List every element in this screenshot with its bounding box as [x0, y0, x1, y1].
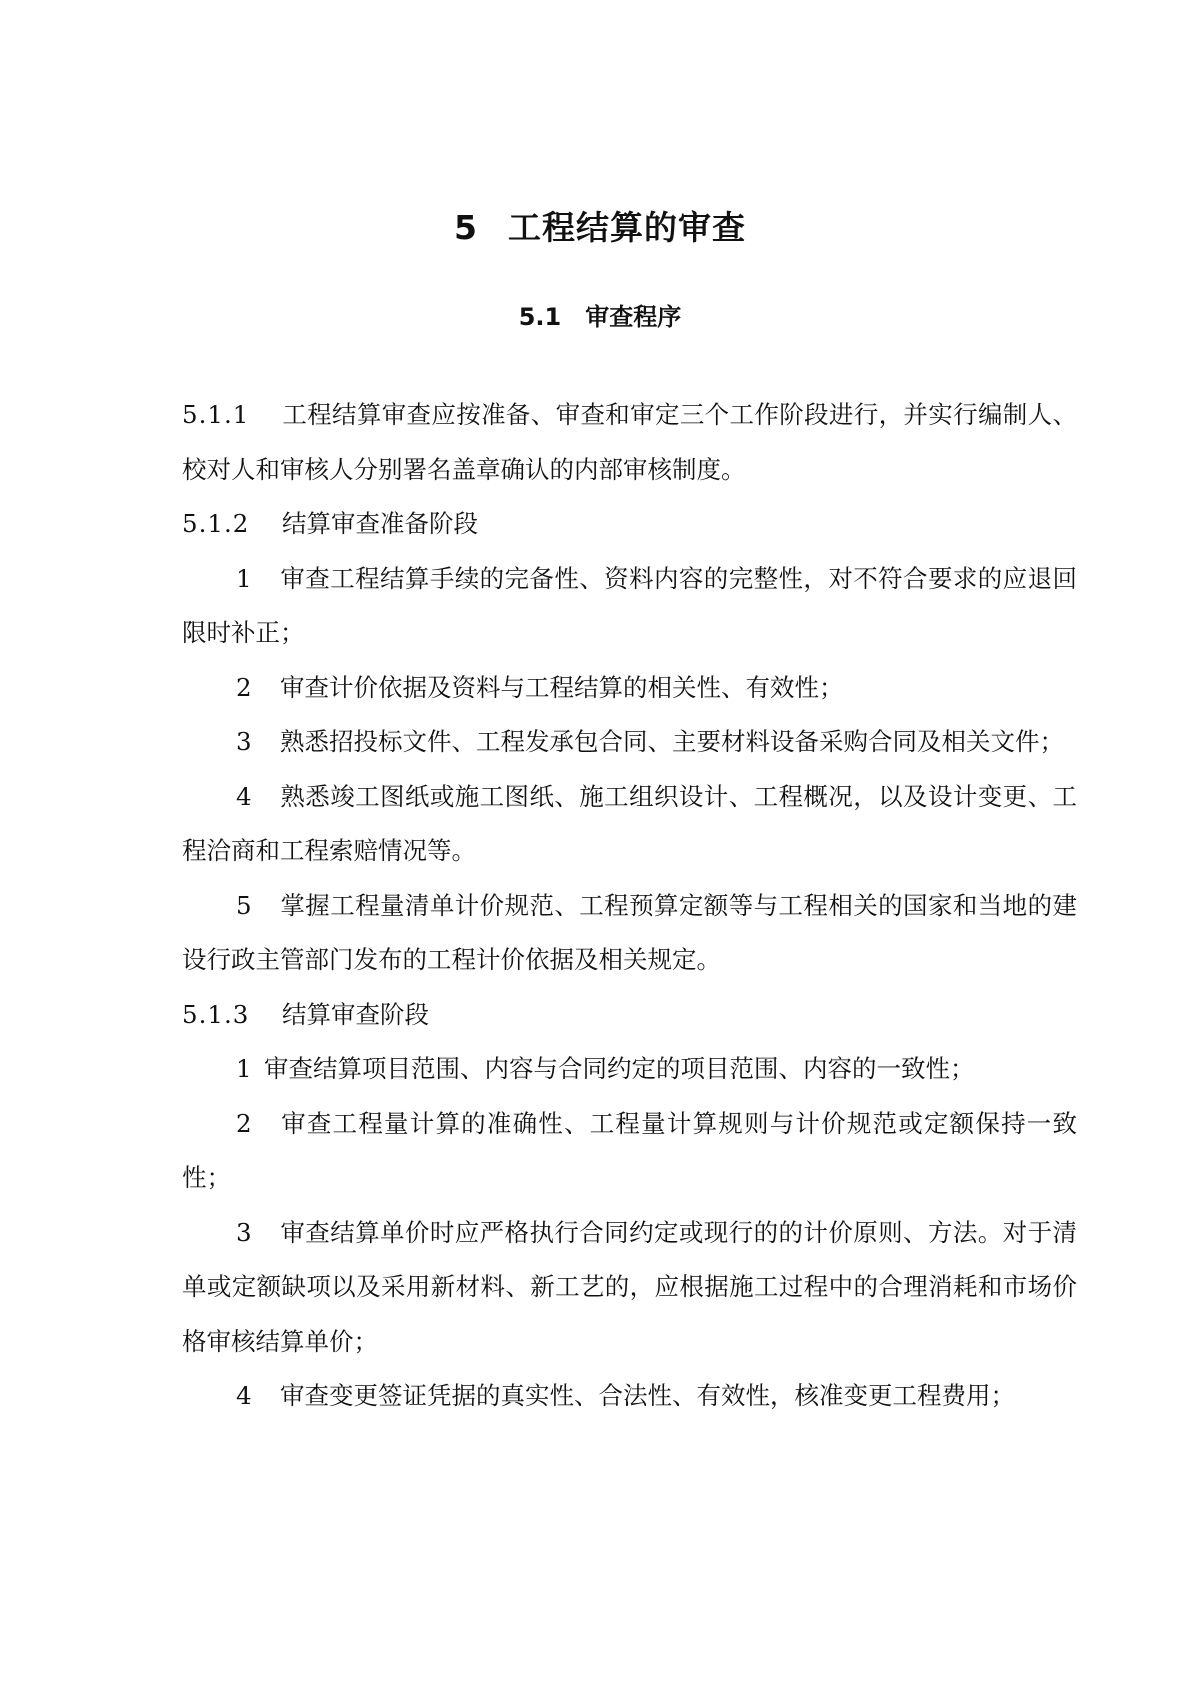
- list-item: [182, 1097, 1077, 1206]
- list-item: [182, 770, 1077, 879]
- list-item: [182, 552, 1077, 661]
- list-item: [182, 1369, 1077, 1424]
- item-text: 掌握工程量清单计价规范、工程预算定额等与工程相关的国家和当地的建设行政主管部门发布的工程计价依据及相关规定。: [182, 890, 1077, 974]
- item-number: 4: [236, 1381, 252, 1410]
- chapter-title: 工程结算的审查: [507, 208, 746, 247]
- list-item: [182, 879, 1077, 988]
- section-number: 5.1: [518, 303, 562, 331]
- item-number: 4: [236, 781, 252, 811]
- clause-5-1-3: [182, 988, 1077, 1043]
- item-text: 审查变更签证凭据的真实性、合法性、有效性，核准变更工程费用；: [280, 1381, 1015, 1410]
- item-number: 2: [236, 672, 252, 702]
- clause-text: 结算审查阶段: [282, 999, 429, 1029]
- item-number: 3: [236, 1217, 252, 1247]
- item-text: 审查结算项目范围、内容与合同约定的项目范围、内容的一致性；: [264, 1054, 975, 1083]
- item-number: 1: [236, 1054, 252, 1083]
- list-item: [182, 661, 1077, 716]
- list-item: [182, 1042, 1077, 1097]
- clause-number: 5.1.1: [182, 400, 250, 429]
- item-number: 3: [236, 727, 252, 756]
- clause-5-1-2: [182, 497, 1077, 552]
- list-item: [182, 715, 1077, 770]
- item-number: 5: [236, 890, 252, 920]
- item-text: 审查工程结算手续的完备性、资料内容的完整性，对不符合要求的应退回限时补正；: [182, 563, 1077, 647]
- chapter-heading: [0, 202, 1200, 254]
- document-body: [182, 388, 1077, 1424]
- item-text: 熟悉竣工图纸或施工图纸、施工组织设计、工程概况，以及设计变更、工程洽商和工程索赔情况等。: [182, 781, 1077, 865]
- item-number: 2: [236, 1108, 252, 1138]
- clause-number: 5.1.2: [182, 509, 250, 538]
- item-text: 审查计价依据及资料与工程结算的相关性、有效性；: [280, 672, 844, 702]
- clause-number: 5.1.3: [182, 999, 250, 1029]
- clause-text: 工程结算审查应按准备、审查和审定三个工作阶段进行，并实行编制人、校对人和审核人分别署名盖章确认的内部审核制度。: [182, 400, 1077, 484]
- section-title: 审查程序: [585, 303, 682, 331]
- clause-text: 结算审查准备阶段: [282, 509, 478, 538]
- item-text: 审查结算单价时应严格执行合同约定或现行的的计价原则、方法。对于清单或定额缺项以及采用新材料、新工艺的，应根据施工过程中的合理消耗和市场价格审核结算单价；: [182, 1217, 1077, 1356]
- chapter-number: 5: [454, 208, 478, 247]
- item-number: 1: [236, 563, 252, 593]
- list-item: [182, 1206, 1077, 1370]
- item-text: 熟悉招投标文件、工程发承包合同、主要材料设备采购合同及相关文件；: [280, 727, 1064, 756]
- clause-5-1-1: [182, 388, 1077, 497]
- item-text: 审查工程量计算的准确性、工程量计算规则与计价规范或定额保持一致性；: [182, 1108, 1077, 1192]
- section-heading: [0, 297, 1200, 337]
